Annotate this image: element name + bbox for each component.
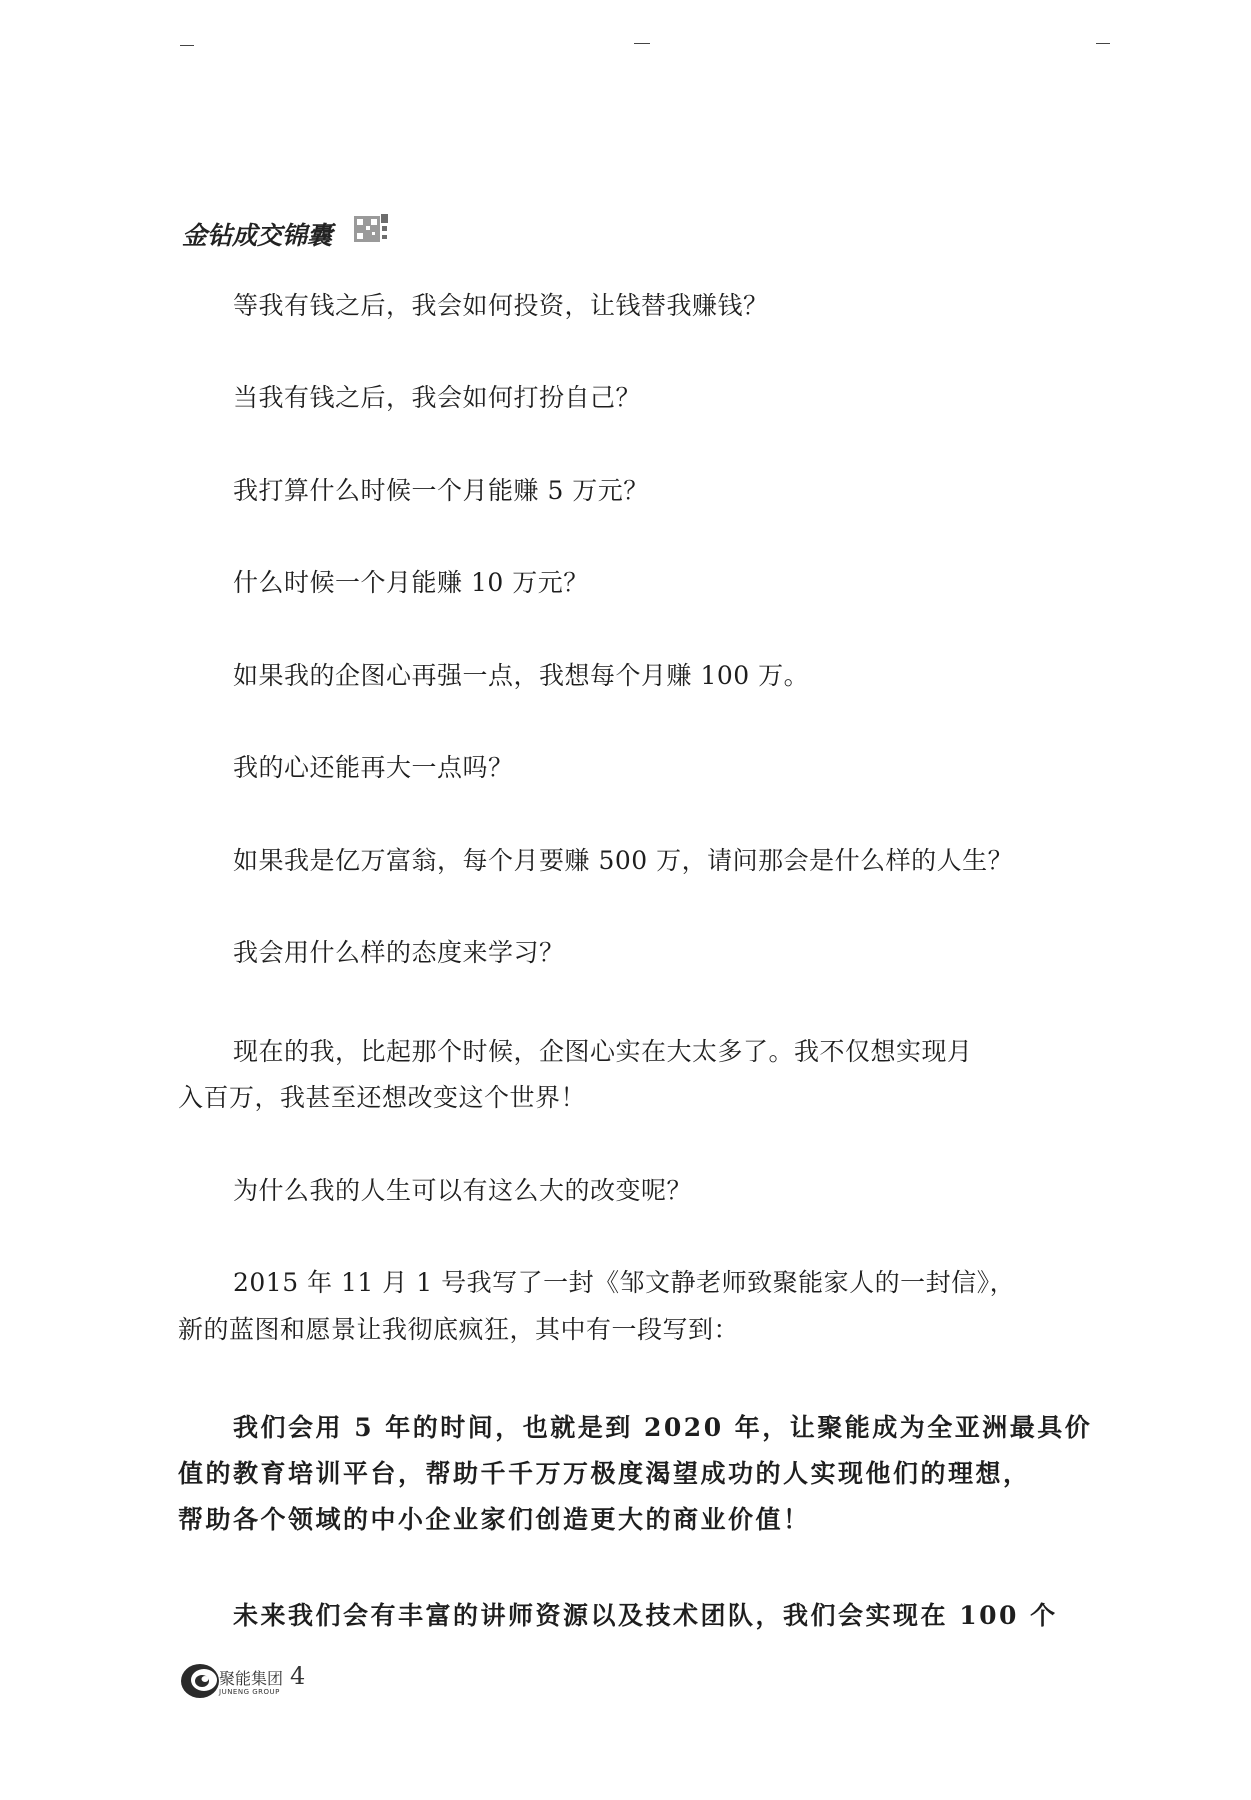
footer-brand-name: 聚能集团 [219,1669,284,1688]
quote-line: 未来我们会有丰富的讲师资源以及技术团队，我们会实现在 100 个 [233,1601,1058,1630]
body-paragraph: 什么时候一个月能赚 10 万元？ [233,568,589,597]
page-number: 4 [290,1662,306,1690]
quote-line: 帮助各个领域的中小企业家们创造更大的商业价值！ [178,1505,811,1534]
scan-mark [1096,43,1110,44]
body-paragraph: 为什么我的人生可以有这么大的改变呢？ [233,1176,693,1205]
body-paragraph: 我打算什么时候一个月能赚 5 万元？ [233,476,649,505]
body-paragraph: 如果我是亿万富翁，每个月要赚 500 万，请问那会是什么样的人生？ [233,846,1014,875]
quote-line: 值的教育培训平台，帮助千千万万极度渴望成功的人实现他们的理想， [178,1459,1031,1488]
body-paragraph: 2015 年 11 月 1 号我写了一封《邹文静老师致聚能家人的一封信》， [233,1268,1016,1297]
scan-mark [180,45,194,46]
body-paragraph: 我会用什么样的态度来学习？ [233,938,565,967]
body-paragraph: 如果我的企图心再强一点，我想每个月赚 100 万。 [233,661,810,690]
body-paragraph: 当我有钱之后，我会如何打扮自己？ [233,383,642,412]
body-paragraph: 等我有钱之后，我会如何投资，让钱替我赚钱？ [233,291,769,320]
qr-code-icon [352,212,390,246]
quote-line: 我们会用 5 年的时间，也就是到 2020 年，让聚能成为全亚洲最具价 [233,1413,1093,1442]
body-paragraph: 现在的我，比起那个时候，企图心实在大太多了。我不仅想实现月 [233,1037,973,1066]
footer-brand-english: JUNENG GROUP [219,1688,280,1696]
book-title: 金钻成交锦囊 [182,221,333,250]
body-paragraph: 我的心还能再大一点吗？ [233,753,514,782]
scan-mark [634,43,650,44]
body-paragraph-continuation: 入百万，我甚至还想改变这个世界！ [178,1083,587,1112]
body-paragraph-continuation: 新的蓝图和愿景让我彻底疯狂，其中有一段写到： [178,1315,740,1344]
